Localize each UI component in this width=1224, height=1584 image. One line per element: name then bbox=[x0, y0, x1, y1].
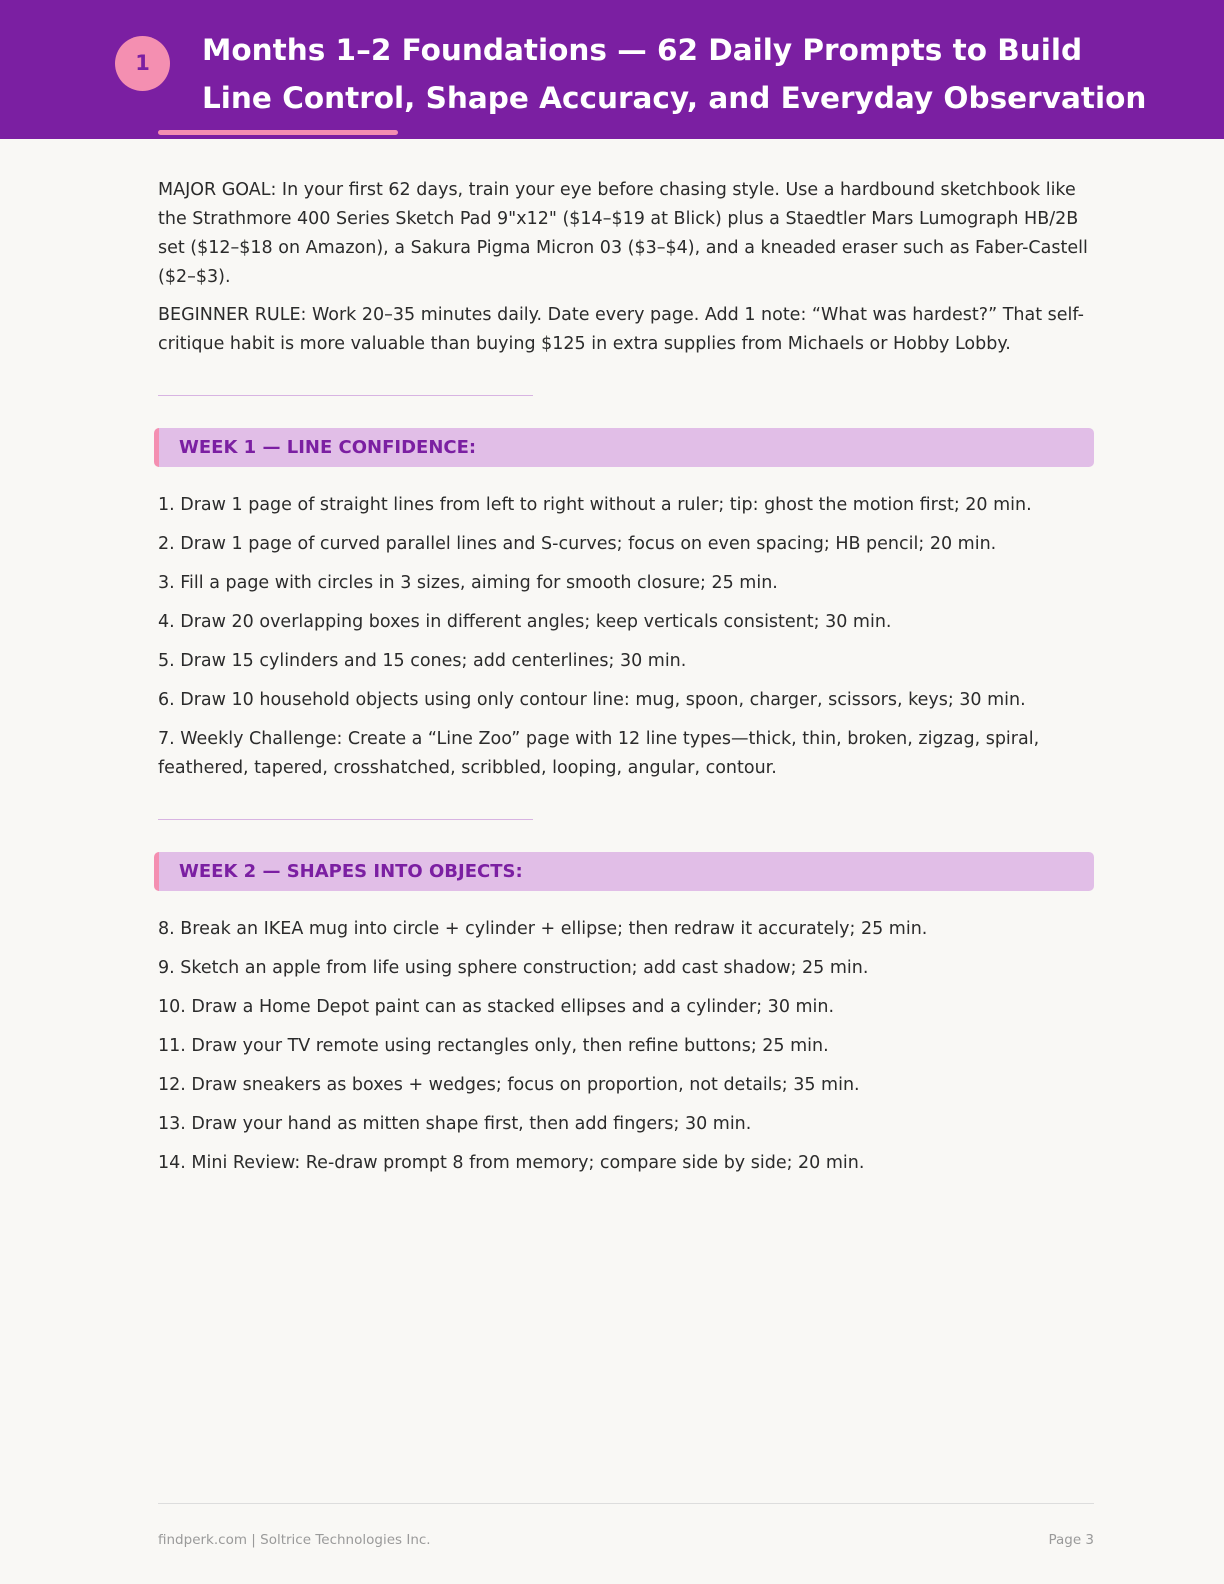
prompt-item: 2. Draw 1 page of curved parallel lines and S-curves; focus on even spacing; HB pencil; 20 min. bbox=[158, 534, 997, 554]
prompt-item: 9. Sketch an apple from life using sphere construction; add cast shadow; 25 min. bbox=[158, 958, 869, 978]
page-title: Months 1–2 Foundations — 62 Daily Prompts to Build Line Control, Shape Accuracy, and Everyday Observation bbox=[202, 33, 1147, 115]
week-1-section bbox=[158, 428, 1094, 783]
footer-divider bbox=[158, 1503, 1094, 1504]
week-2-header bbox=[154, 852, 1094, 891]
week-2-section bbox=[158, 852, 1094, 1178]
prompt-item: 1. Draw 1 page of straight lines from left to right without a ruler; tip: ghost the motion first; 20 min. bbox=[158, 495, 1032, 515]
prompt-item: 4. Draw 20 overlapping boxes in different angles; keep verticals consistent; 30 min. bbox=[158, 612, 892, 632]
prompt-item: 5. Draw 15 cylinders and 15 cones; add centerlines; 30 min. bbox=[158, 651, 687, 671]
prompt-item: 6. Draw 10 household objects using only contour line: mug, spoon, charger, scissors, keys; 30 min. bbox=[158, 690, 1026, 710]
major-goal-paragraph: MAJOR GOAL: In your first 62 days, train your eye before chasing style. Use a hardbound sketchbook like the Strathmore 400 Series Sketch Pad 9"x12" ($14–$19 at Blick) plus a Staedtler Mars Lumograph HB/2B set ($12–$18 on Amazon), a Sakura Pigma Micron 03 ($3–$4), and a kneaded eraser such as Faber-Castell ($2–$3). bbox=[158, 180, 1088, 287]
section-divider bbox=[158, 395, 533, 396]
page-number: Page 3 bbox=[1048, 1532, 1094, 1548]
week-1-header bbox=[154, 428, 1094, 467]
main-content bbox=[158, 176, 1094, 1188]
footer-source: findperk.com | Soltrice Technologies Inc. bbox=[158, 1532, 431, 1548]
prompt-item: 13. Draw your hand as mitten shape first, then add fingers; 30 min. bbox=[158, 1114, 752, 1134]
page-header bbox=[0, 0, 1224, 139]
prompt-item: 14. Mini Review: Re-draw prompt 8 from memory; compare side by side; 20 min. bbox=[158, 1153, 865, 1173]
prompt-item: 8. Break an IKEA mug into circle + cylinder + ellipse; then redraw it accurately; 25 min. bbox=[158, 919, 928, 939]
prompt-item: 10. Draw a Home Depot paint can as stacked ellipses and a cylinder; 30 min. bbox=[158, 997, 835, 1017]
chapter-number-badge: 1 bbox=[115, 36, 170, 91]
week-1-title: WEEK 1 — LINE CONFIDENCE: bbox=[179, 437, 477, 458]
beginner-rule-paragraph: BEGINNER RULE: Work 20–35 minutes daily. Date every page. Add 1 note: “What was hardest?” That self-critique habit is more valuable than buying $125 in extra supplies from Michaels or Hobby Lobby. bbox=[158, 305, 1084, 354]
week-1-prompt-list bbox=[158, 491, 1094, 783]
section-divider bbox=[158, 819, 533, 820]
week-2-title: WEEK 2 — SHAPES INTO OBJECTS: bbox=[179, 861, 523, 882]
prompt-item: 3. Fill a page with circles in 3 sizes, aiming for smooth closure; 25 min. bbox=[158, 573, 778, 593]
title-accent-underline bbox=[158, 130, 398, 135]
prompt-item: 12. Draw sneakers as boxes + wedges; focus on proportion, not details; 35 min. bbox=[158, 1075, 860, 1095]
prompt-item: 11. Draw your TV remote using rectangles only, then refine buttons; 25 min. bbox=[158, 1036, 829, 1056]
prompt-item: 7. Weekly Challenge: Create a “Line Zoo” page with 12 line types—thick, thin, broken, zigzag, spiral, feathered, tapered, crosshatched, scribbled, looping, angular, contour. bbox=[158, 729, 1040, 778]
week-2-prompt-list bbox=[158, 915, 1094, 1178]
